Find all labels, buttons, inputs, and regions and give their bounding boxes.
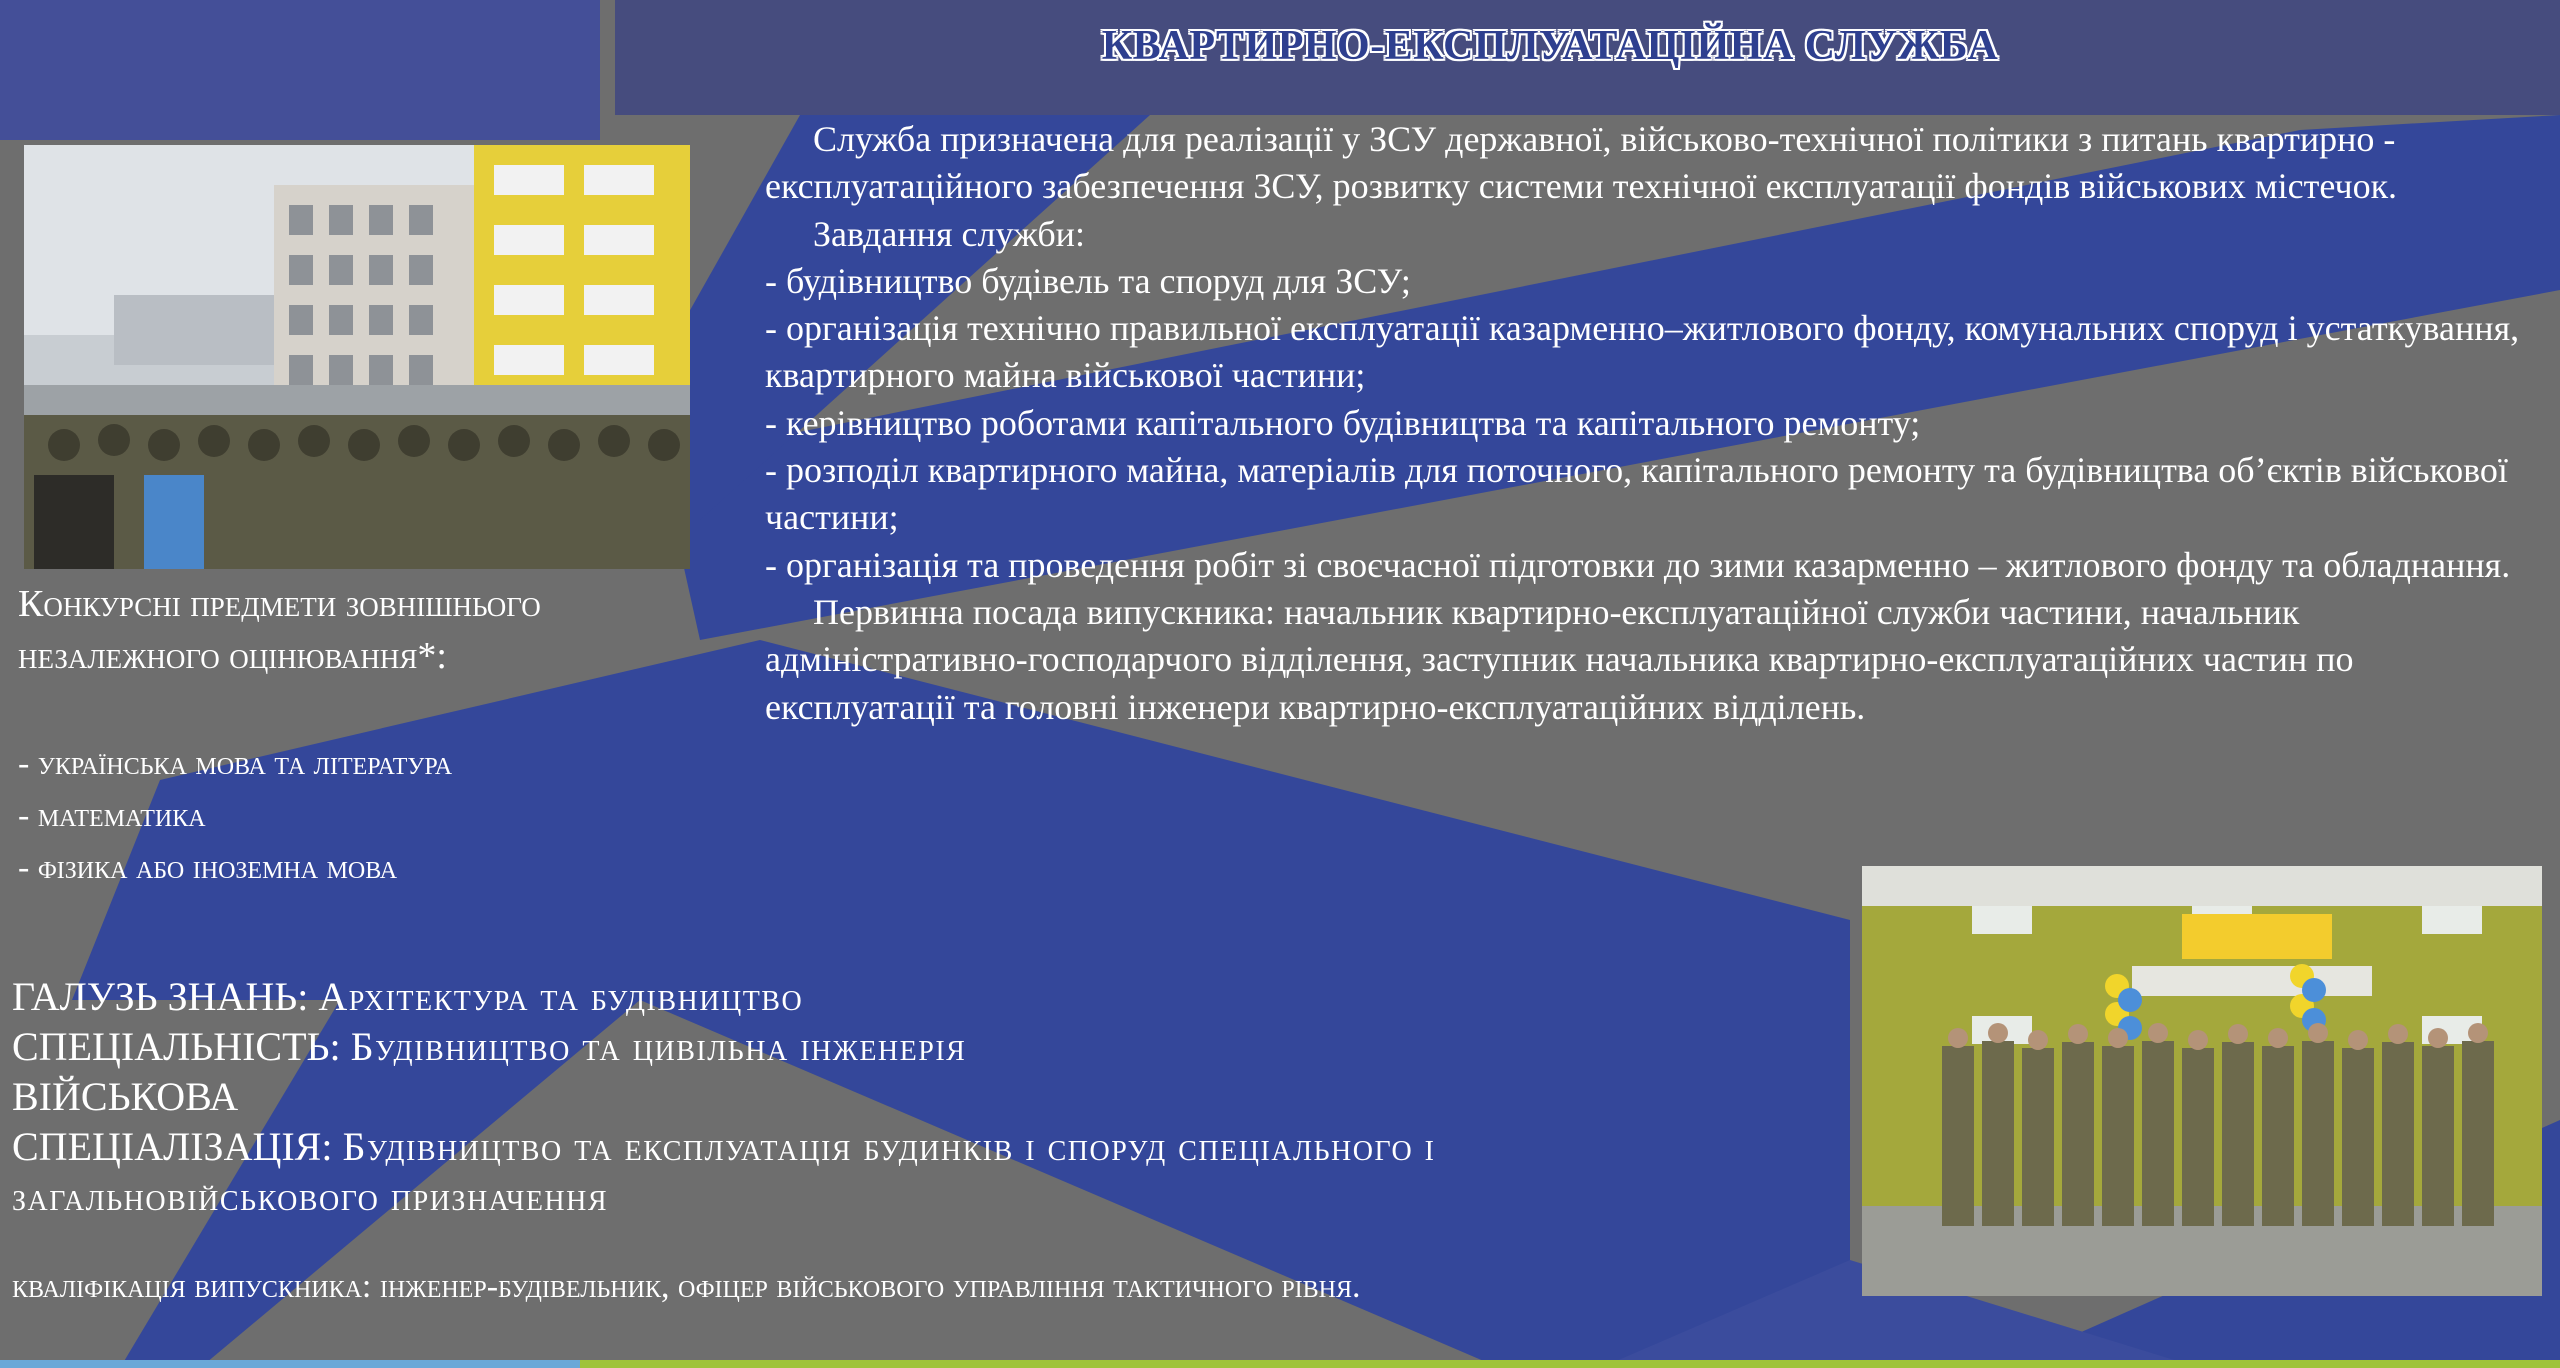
knowledge-field-label: ГАЛУЗЬ ЗНАНЬ: <box>12 974 309 1019</box>
specialization <box>12 1122 1712 1222</box>
graduate-position: Первинна посада випускника: начальник квартирно-експлуатаційної служби частини, начальник адміністративно-господарчого відділення, заступник начальника квартирно-експлуатаційних частин по експлуатації та головні інженери квартирно-експлуатаційних відділень. <box>765 591 2354 727</box>
specialization-value: Будівництво та експлуатація будинків і споруд спеціального і загальновійськового призначення <box>12 1124 1436 1219</box>
slide-title: КВАРТИРНО-ЕКСПЛУАТАЦІЙНА СЛУЖБА <box>1101 23 1999 69</box>
specialization-label: СПЕЦІАЛІЗАЦІЯ: <box>12 1124 333 1169</box>
subject-item: - українська мова та література <box>18 745 453 782</box>
specialty-label: СПЕЦІАЛЬНІСТЬ: <box>12 1024 341 1069</box>
tasks-heading: Завдання служби: <box>813 213 1085 254</box>
knowledge-field-value: Архітектура та будівництво <box>318 974 804 1019</box>
military-label: ВІЙСЬКОВА <box>12 1074 239 1119</box>
qualification: кваліфікація випускника: інженер-будівельник, офіцер військового управління тактичного рівня. <box>12 1268 1361 1305</box>
task-item: - розподіл квартирного майна, матеріалів для поточного, капітального ремонту та будівництва об’єктів військової частини; <box>765 450 2508 538</box>
subject-item: - фізика або іноземна мова <box>18 849 398 886</box>
program-info <box>12 972 1712 1222</box>
task-item: - будівництво будівель та споруд для ЗСУ; <box>765 260 1411 301</box>
task-item: - організація технічно правильної експлуатації казарменно–житлового фонду, комунальних споруд і устаткування, квартирного майна військової частини; <box>765 308 2520 396</box>
intro-paragraph: Служба призначена для реалізації у ЗСУ державної, військово-технічної політики з питань квартирно - експлуатаційного забезпечення ЗСУ, розвитку системи технічної експлуатації фондів військових містечок. <box>765 119 2398 207</box>
subject-item: - математика <box>18 797 206 834</box>
subjects-list <box>18 738 698 894</box>
subjects-heading: Конкурсні предмети зовнішнього незалежного оцінювання*: <box>18 583 541 677</box>
task-item: - керівництво роботами капітального будівництва та капітального ремонту; <box>765 402 1921 443</box>
specialty-value: Будівництво та цивільна інженерія <box>350 1024 967 1069</box>
knowledge-field <box>12 972 1712 1022</box>
photo-soldiers-group <box>1862 866 2542 1296</box>
specialty <box>12 1022 1712 1072</box>
photo-ceremony <box>24 145 690 569</box>
task-item: - організація та проведення робіт зі своєчасної підготовки до зими казарменно – житлового фонду та обладнання. <box>765 544 2511 585</box>
service-description <box>765 116 2545 731</box>
